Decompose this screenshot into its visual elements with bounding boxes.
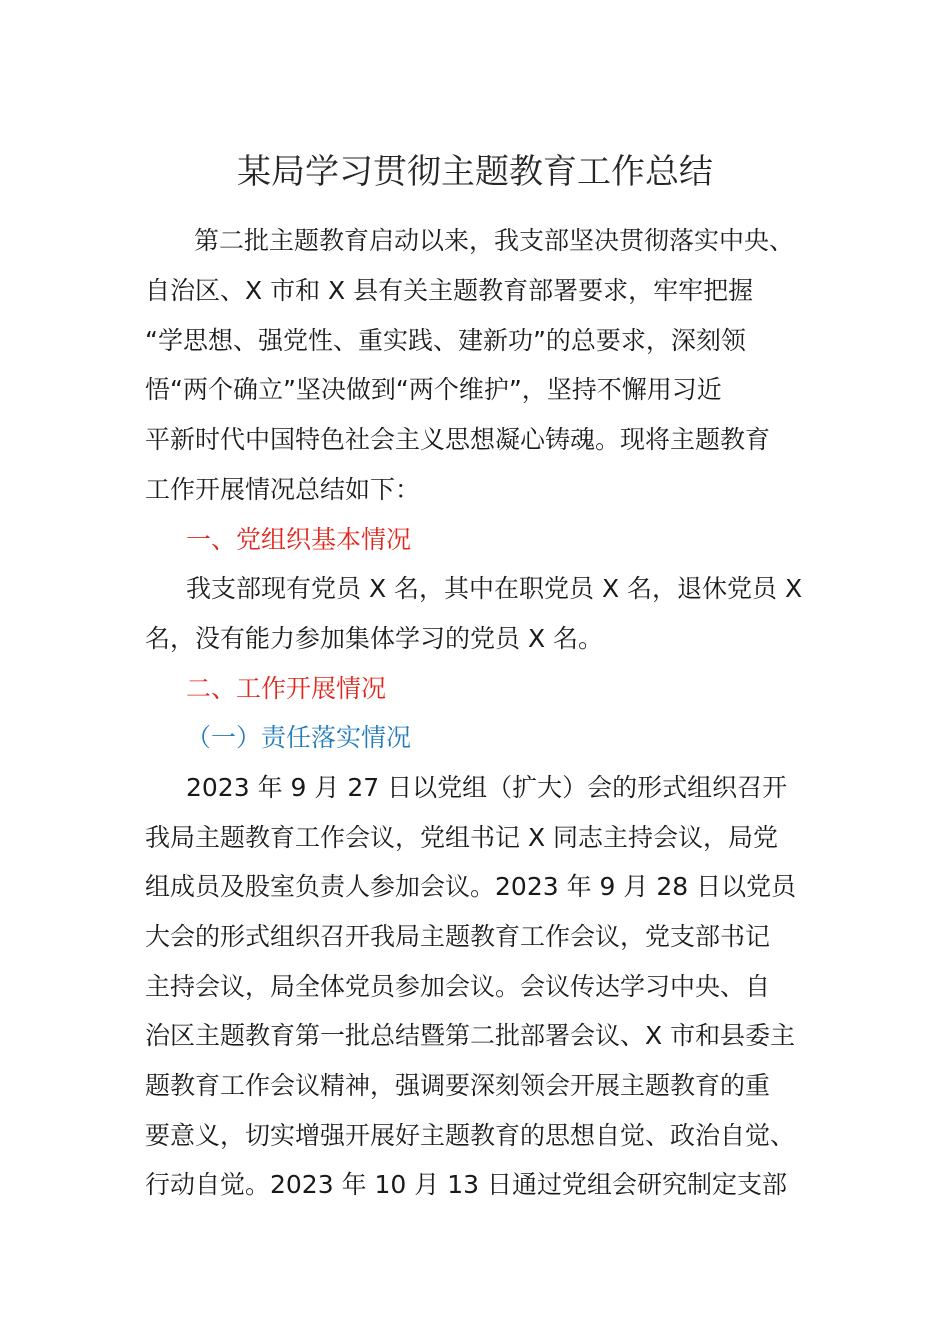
body-line: 我支部现有党员 X 名，其中在职党员 X 名，退休党员 X	[186, 574, 803, 603]
body-line: 组成员及股室负责人参加会议。2023 年 9 月 28 日以党员	[145, 872, 797, 901]
document-title: 某局学习贯彻主题教育工作总结	[237, 152, 713, 192]
body-line: 2023 年 9 月 27 日以党组（扩大）会的形式组织召开	[186, 773, 788, 802]
body-line: 要意义，切实增强开展好主题教育的思想自觉、政治自觉、	[145, 1121, 796, 1150]
body-line: 名，没有能力参加集体学习的党员 X 名。	[145, 624, 604, 653]
body-line: 大会的形式组织召开我局主题教育工作会议，党支部书记	[145, 922, 771, 951]
body-line: 治区主题教育第一批总结暨第二批部署会议、X 市和县委主	[145, 1021, 796, 1050]
intro-line: 工作开展情况总结如下：	[145, 475, 421, 504]
body-line: 主持会议，局全体党员参加会议。会议传达学习中央、自	[145, 972, 771, 1001]
intro-line: 平新时代中国特色社会主义思想凝心铸魂。现将主题教育	[145, 425, 771, 454]
section-heading: 二、工作开展情况	[186, 674, 387, 703]
intro-line: “学思想、强党性、重实践、建新功”的总要求，深刻领	[145, 326, 746, 355]
subsection-heading: （一）责任落实情况	[186, 723, 412, 752]
body-line: 题教育工作会议精神，强调要深刻领会开展主题教育的重	[145, 1071, 771, 1100]
intro-line: 自治区、X 市和 X 县有关主题教育部署要求，牢牢把握	[145, 276, 754, 305]
body-line: 我局主题教育工作会议，党组书记 X 同志主持会议，局党	[145, 823, 779, 852]
intro-line: 悟“两个确立”坚决做到“两个维护”，坚持不懈用习近	[145, 375, 722, 404]
section-heading: 一、党组织基本情况	[186, 525, 412, 554]
body-line: 行动自觉。2023 年 10 月 13 日通过党组会研究制定支部	[145, 1170, 787, 1199]
intro-line: 第二批主题教育启动以来，我支部坚决贯彻落实中央、	[194, 226, 795, 255]
